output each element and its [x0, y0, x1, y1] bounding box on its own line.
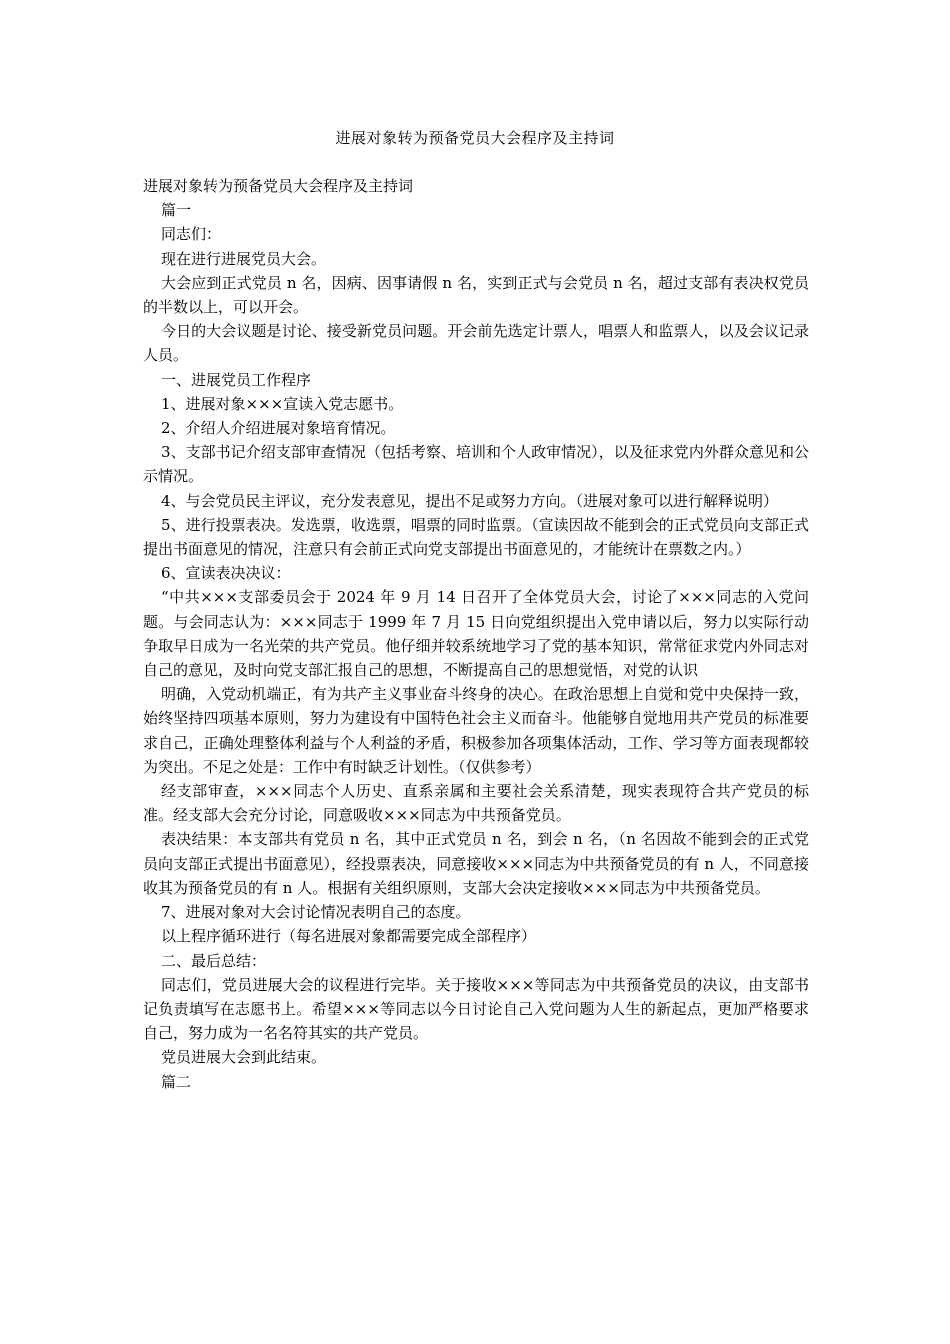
paragraph: 一、进展党员工作程序 — [161, 370, 312, 389]
paragraph: 5、进行投票表决。发选票，收选票，唱票的同时监票。（宣读因故不能到会的正式党员向支部正式提出书面意见的情况，注意只有会前正式向党支部提出书面意见的，才能统计在票数之内。） — [143, 515, 809, 559]
paragraph: 明确，入党动机端正，有为共产主义事业奋斗终身的决心。在政治思想上自觉和党中央保持一致，始终坚持四项基本原则，努力为建设有中国特色社会主义而奋斗。他能够自觉地用共产党员的标准要求自己，正确处理整体利益与个人利益的矛盾，积极参加各项集体活动，工作、学习等方面表现都较为突出。不足之处是：工作中有时缺乏计划性。（仅供参考） — [143, 685, 809, 776]
paragraph: 党员进展大会到此结束。 — [161, 1048, 327, 1067]
paragraph: 经支部审查，×××同志个人历史、直系亲属和主要社会关系清楚，现实表现符合共产党员的标准。经支部大会充分讨论，同意吸收×××同志为中共预备党员。 — [143, 782, 809, 825]
paragraph: 1、进展对象×××宣读入党志愿书。 — [161, 394, 404, 413]
paragraph: 表决结果：本支部共有党员 n 名，其中正式党员 n 名，到会 n 名，（n 名因故不能到会的正式党员向支部正式提出书面意见），经投票表决，同意接收×××同志为中共预备党员的有 n 人，不同意接收其为预备党员的有 n 人。根据有关组织原则，支部大会决定接收×××同志为中共预备党员。 — [143, 830, 809, 897]
paragraph: 现在进行进展党员大会。 — [161, 249, 327, 268]
document-body — [143, 174, 809, 1094]
paragraph: 7、进展对象对大会讨论情况表明自己的态度。 — [161, 903, 471, 922]
paragraph: 大会应到正式党员 n 名，因病、因事请假 n 名，实到正式与会党员 n 名，超过支部有表决权党员的半数以上，可以开会。 — [143, 273, 809, 317]
paragraph: “中共×××支部委员会于 2024 年 9 月 14 日召开了全体党员大会，讨论了×××同志的入党问题。与会同志认为：×××同志于 1999 年 7 月 15 日向党组织提出入党申请以后，努力以实际行动争取早日成为一名光荣的共产党员。他仔细并较系统地学习了党的基本知识，常常征求党内外同志对自己的意见，及时向党支部汇报自己的思想，不断提高自己的思想觉悟，对党的认识 — [143, 588, 809, 680]
paragraph: 同志们，党员进展大会的议程进行完毕。关于接收×××等同志为中共预备党员的决议，由支部书记负责填写在志愿书上。希望×××等同志以今日讨论自己入党问题为人生的新起点，更加严格要求自己，努力成为一名名符其实的共产党员。 — [143, 975, 809, 1043]
paragraph: 进展对象转为预备党员大会程序及主持词 — [143, 177, 414, 195]
paragraph: 4、与会党员民主评议，充分发表意见，提出不足或努力方向。（进展对象可以进行解释说明） — [161, 491, 779, 510]
paragraph: 3、支部书记介绍支部审查情况（包括考察、培训和个人政审情况），以及征求党内外群众意见和公示情况。 — [143, 443, 809, 486]
paragraph: 篇一 — [161, 201, 192, 220]
paragraph: 2、介绍人介绍进展对象培育情况。 — [161, 419, 396, 438]
paragraph: 同志们： — [161, 225, 222, 244]
paragraph: 今日的大会议题是讨论、接受新党员问题。开会前先选定计票人，唱票人和监票人，以及会议记录人员。 — [143, 322, 809, 365]
paragraph: 篇二 — [161, 1072, 192, 1091]
paragraph: 二、最后总结： — [161, 951, 267, 970]
paragraph: 6、宣读表决决议： — [161, 564, 291, 583]
document-title: 进展对象转为预备党员大会程序及主持词 — [335, 129, 615, 147]
paragraph: 以上程序循环进行（每名进展对象都需要完成全部程序） — [161, 927, 537, 946]
